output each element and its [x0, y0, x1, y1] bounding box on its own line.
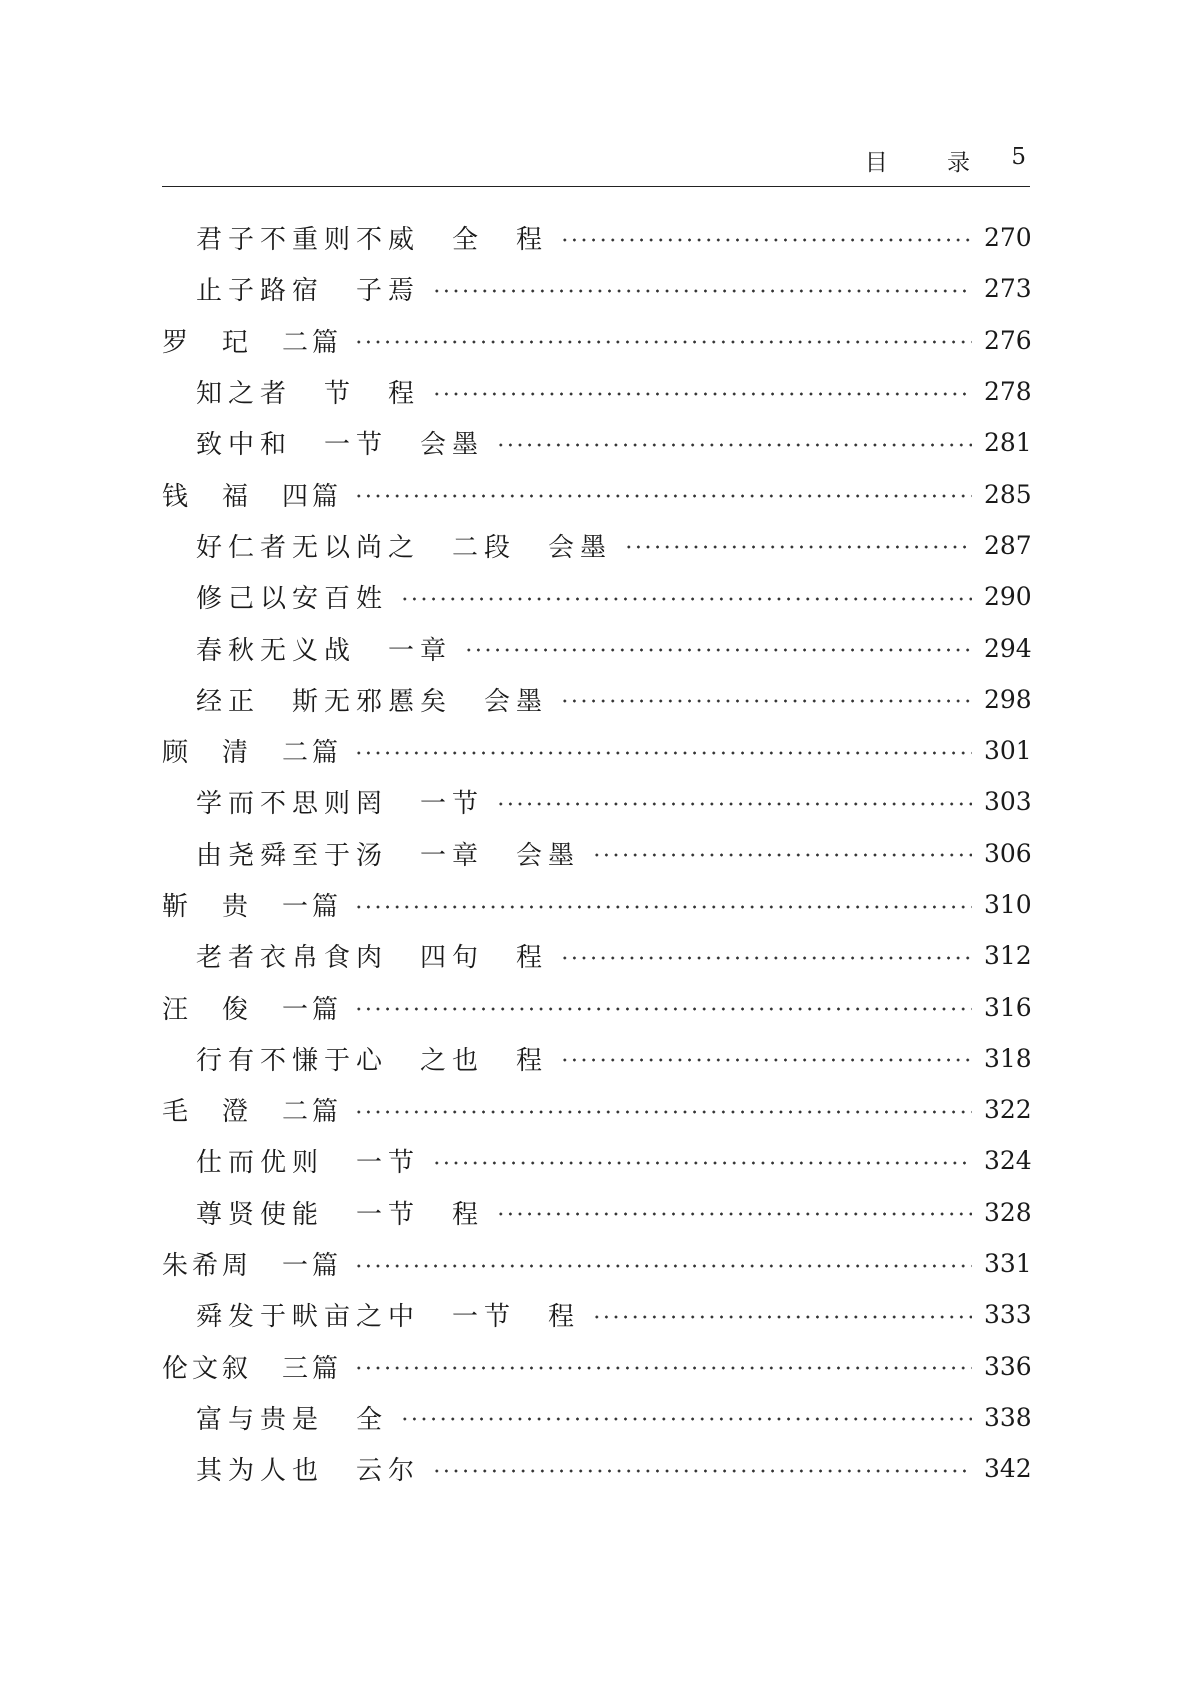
toc-entry-page: 324: [984, 1146, 1032, 1176]
toc-essay-entry[interactable]: [162, 776, 1030, 827]
dot-leader: [354, 340, 972, 344]
dot-leader: [400, 597, 972, 601]
toc-entry-page: 276: [984, 325, 1032, 355]
toc-entry-page: 336: [984, 1351, 1032, 1381]
dot-leader: [592, 1315, 972, 1319]
dot-leader: [354, 1366, 972, 1370]
toc-entry-page: 338: [984, 1402, 1032, 1432]
toc-entry-title: 靳 贵 一篇: [162, 892, 343, 922]
toc-essay-entry[interactable]: [162, 1289, 1030, 1340]
toc-author-entry[interactable]: [162, 468, 1030, 519]
toc-entry-title: 尊贤使能 一节 程: [196, 1199, 485, 1230]
toc-entry-title: 学而不思则罔 一节: [196, 789, 485, 820]
dot-leader: [432, 392, 972, 396]
toc-essay-entry[interactable]: [162, 212, 1030, 263]
toc-entry-title: 舜发于畎亩之中 一节 程: [196, 1302, 581, 1333]
toc-entry-title: 富与贵是 全: [196, 1404, 389, 1435]
toc-entry-title: 钱 福 四篇: [162, 481, 343, 512]
toc-essay-entry[interactable]: [162, 930, 1030, 981]
toc-entry-page: 290: [984, 582, 1032, 612]
toc-entry-title: 止子路宿 子焉: [196, 276, 421, 307]
toc-entry-title: 毛 澄 二篇: [162, 1097, 343, 1128]
toc-entry-title: 致中和 一节 会墨: [196, 430, 485, 461]
toc-author-entry[interactable]: [162, 1084, 1030, 1135]
dot-leader: [592, 853, 972, 857]
dot-leader: [354, 1007, 972, 1011]
dot-leader: [400, 1417, 972, 1421]
dot-leader: [354, 905, 972, 909]
toc-essay-entry[interactable]: [162, 571, 1030, 622]
toc-entry-page: 331: [984, 1249, 1032, 1279]
toc-essay-entry[interactable]: [162, 828, 1030, 879]
dot-leader: [560, 699, 972, 703]
dot-leader: [354, 1264, 972, 1268]
toc-entry-page: 287: [984, 530, 1032, 560]
toc-entry-title: 君子不重则不威 全 程: [196, 225, 549, 256]
toc-entry-page: 301: [984, 736, 1032, 766]
toc-entry-page: 310: [984, 890, 1032, 919]
dot-leader: [560, 956, 972, 960]
table-of-contents: [162, 212, 1030, 1494]
toc-entry-title: 由尧舜至于汤 一章 会墨: [196, 840, 581, 871]
toc-entry-title: 修己以安百姓: [196, 584, 389, 615]
toc-entry-title: 知之者 节 程: [196, 379, 421, 410]
dot-leader: [624, 545, 972, 549]
toc-entry-page: 298: [984, 684, 1032, 714]
toc-entry-page: 342: [984, 1454, 1032, 1484]
toc-author-entry[interactable]: [162, 1341, 1030, 1392]
dot-leader: [354, 494, 972, 498]
toc-essay-entry[interactable]: [162, 417, 1030, 468]
toc-essay-entry[interactable]: [162, 1187, 1030, 1238]
toc-entry-title: 罗 玘 二篇: [162, 327, 343, 358]
toc-entry-title: 顾 清 二篇: [162, 738, 343, 769]
toc-entry-page: 322: [984, 1095, 1032, 1125]
dot-leader: [496, 443, 972, 447]
toc-essay-entry[interactable]: [162, 1443, 1030, 1494]
dot-leader: [354, 751, 972, 755]
toc-essay-entry[interactable]: [162, 674, 1030, 725]
toc-entry-title: 行有不慊于心 之也 程: [196, 1045, 549, 1076]
page-header: [162, 140, 1030, 187]
dot-leader: [432, 1161, 972, 1165]
toc-entry-page: 316: [984, 992, 1032, 1022]
toc-entry-page: 270: [984, 223, 1032, 253]
toc-author-entry[interactable]: [162, 981, 1030, 1032]
toc-entry-page: 273: [984, 274, 1032, 304]
toc-entry-title: 经正 斯无邪慝矣 会墨: [196, 686, 549, 717]
toc-author-entry[interactable]: [162, 1238, 1030, 1289]
toc-essay-entry[interactable]: [162, 520, 1030, 571]
dot-leader: [354, 1110, 972, 1114]
toc-entry-title: 好仁者无以尚之 二段 会墨: [196, 532, 613, 563]
toc-entry-page: 306: [984, 838, 1032, 868]
toc-entry-page: 318: [984, 1043, 1032, 1073]
dot-leader: [496, 1212, 972, 1216]
toc-entry-title: 老者衣帛食肉 四句 程: [196, 943, 549, 974]
toc-essay-entry[interactable]: [162, 366, 1030, 417]
toc-essay-entry[interactable]: [162, 1392, 1030, 1443]
toc-author-entry[interactable]: [162, 879, 1030, 930]
toc-entry-title: 朱希周 一篇: [162, 1251, 343, 1282]
toc-author-entry[interactable]: [162, 315, 1030, 366]
toc-essay-entry[interactable]: [162, 1033, 1030, 1084]
dot-leader: [560, 1058, 972, 1062]
toc-entry-title: 其为人也 云尔: [196, 1456, 421, 1487]
dot-leader: [560, 238, 972, 242]
toc-entry-title: 伦文叙 三篇: [162, 1353, 343, 1384]
toc-essay-entry[interactable]: [162, 263, 1030, 314]
toc-entry-title: 春秋无义战 一章: [196, 635, 453, 666]
dot-leader: [432, 1469, 972, 1473]
toc-entry-page: 278: [984, 377, 1032, 407]
toc-entry-page: 285: [984, 479, 1032, 509]
dot-leader: [496, 802, 972, 806]
dot-leader: [464, 648, 972, 652]
toc-entry-page: 303: [984, 787, 1032, 817]
toc-essay-entry[interactable]: [162, 1135, 1030, 1186]
toc-entry-title: 仕而优则 一节: [196, 1148, 421, 1179]
toc-essay-entry[interactable]: [162, 622, 1030, 673]
toc-entry-title: 汪 俊 一篇: [162, 994, 343, 1025]
dot-leader: [432, 289, 972, 293]
running-title: 目 录: [864, 150, 996, 176]
toc-entry-page: 281: [984, 428, 1032, 458]
toc-entry-page: 312: [984, 941, 1032, 971]
toc-entry-page: 333: [984, 1300, 1032, 1330]
toc-author-entry[interactable]: [162, 725, 1030, 776]
toc-entry-page: 294: [984, 633, 1032, 663]
page-number: 5: [1011, 144, 1026, 170]
toc-entry-page: 328: [984, 1197, 1032, 1227]
